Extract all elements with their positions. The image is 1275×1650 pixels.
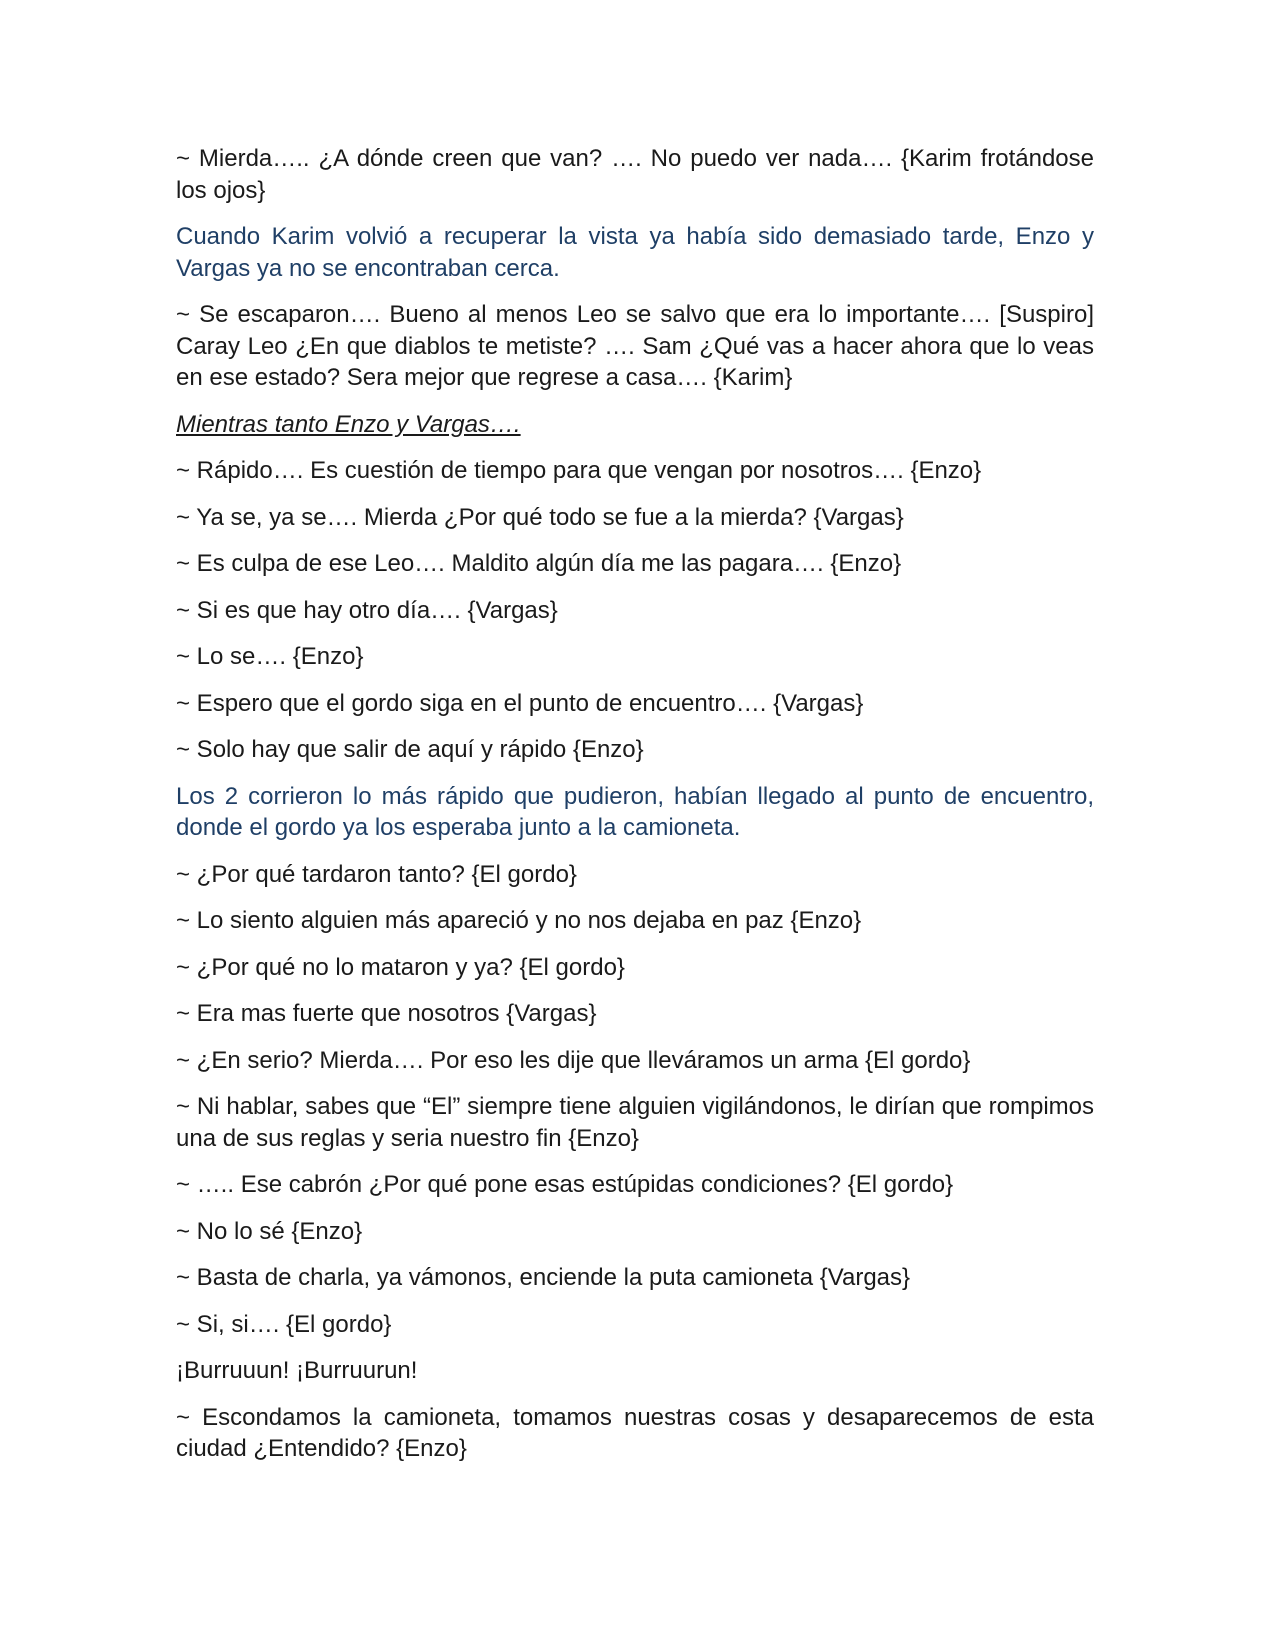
dialogue-line: ~ Si es que hay otro día…. {Vargas} [176,596,558,624]
dialogue-line: ~ ¿En serio? Mierda…. Por eso les dije que lleváramos un arma {El gordo} [176,1046,971,1074]
sound-effect-line: ¡Burruuun! ¡Burruurun! [176,1357,418,1384]
dialogue-line: ~ Mierda….. ¿A dónde creen que van? …. No puedo ver nada…. {Karim frotándose los ojos} [176,145,1094,204]
dialogue-line: ~ Se escaparon…. Bueno al menos Leo se salvo que era lo importante…. [Suspiro] Caray Leo ¿En que diablos te metiste? …. Sam ¿Qué vas a hacer ahora que lo veas en ese estado? Sera mejor que regrese a casa…. {Karim} [176,301,1094,391]
dialogue-line: ~ ¿Por qué tardaron tanto? {El gordo} [176,860,577,888]
dialogue-line: ~ Basta de charla, ya vámonos, enciende la puta camioneta {Vargas} [176,1264,911,1291]
scene-heading: Mientras tanto Enzo y Vargas…. [176,410,521,438]
dialogue-line: ~ Si, si…. {El gordo} [176,1310,392,1338]
dialogue-line: ~ Era mas fuerte que nosotros {Vargas} [176,1000,597,1027]
dialogue-line: ~ Ya se, ya se…. Mierda ¿Por qué todo se fue a la mierda? {Vargas} [176,503,904,531]
dialogue-line: ~ Lo siento alguien más apareció y no nos dejaba en paz {Enzo} [176,907,862,934]
dialogue-line: ~ Lo se…. {Enzo} [176,643,364,670]
dialogue-line: ~ Escondamos la camioneta, tomamos nuestras cosas y desaparecemos de esta ciudad ¿Entendido? {Enzo} [176,1403,1094,1462]
dialogue-line: ~ Rápido…. Es cuestión de tiempo para que vengan por nosotros…. {Enzo} [176,457,982,484]
dialogue-line: ~ Es culpa de ese Leo…. Maldito algún día me las pagara…. {Enzo} [176,550,902,577]
document-page [176,143,1094,1480]
dialogue-line: ~ Ni hablar, sabes que “El” siempre tiene alguien vigilándonos, le dirían que rompimos una de sus reglas y seria nuestro fin {Enzo} [176,1093,1094,1152]
dialogue-line: ~ No lo sé {Enzo} [176,1217,363,1245]
dialogue-line: ~ ….. Ese cabrón ¿Por qué pone esas estúpidas condiciones? {El gordo} [176,1171,954,1198]
narration-paragraph: Los 2 corrieron lo más rápido que pudieron, habían llegado al punto de encuentro, donde el gordo ya los esperaba junto a la camioneta. [176,782,1094,841]
dialogue-line: ~ ¿Por qué no lo mataron y ya? {El gordo} [176,953,625,981]
dialogue-line: ~ Solo hay que salir de aquí y rápido {Enzo} [176,736,644,763]
dialogue-line: ~ Espero que el gordo siga en el punto de encuentro…. {Vargas} [176,689,864,717]
narration-paragraph: Cuando Karim volvió a recuperar la vista ya había sido demasiado tarde, Enzo y Vargas ya no se encontraban cerca. [176,223,1094,282]
